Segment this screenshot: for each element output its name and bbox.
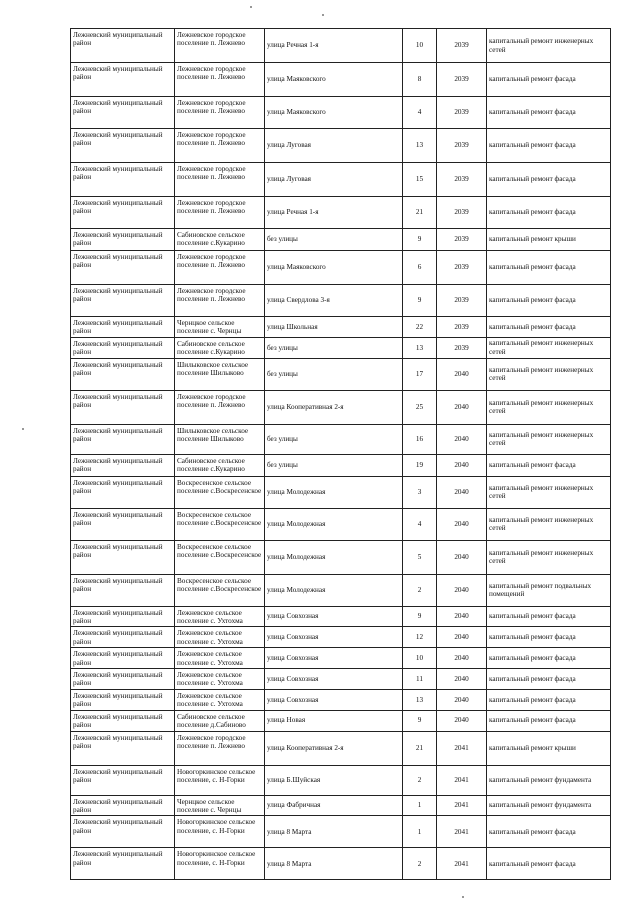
year-cell: 2040	[437, 627, 487, 648]
table-row	[71, 29, 611, 63]
table-row	[71, 129, 611, 163]
year-cell: 2039	[437, 163, 487, 197]
settlement-cell: Сабиновское сельское поселение с.Кукарино	[175, 229, 265, 251]
table-row	[71, 97, 611, 129]
table-row	[71, 627, 611, 648]
settlement-cell: Лежневское сельское поселение с. Ухтохма	[175, 689, 265, 710]
table-row	[71, 197, 611, 229]
settlement-cell: Лежневское городское поселение п. Лежнево	[175, 63, 265, 97]
district-cell: Лежневский муниципальный район	[71, 765, 175, 795]
settlement-cell: Чернцкое сельское поселение с. Чернцы	[175, 317, 265, 338]
table-row	[71, 63, 611, 97]
house-number-cell: 16	[403, 424, 437, 454]
table-row	[71, 816, 611, 848]
street-cell: улица Совхозная	[265, 689, 403, 710]
table-row	[71, 390, 611, 424]
settlement-cell: Новогоркинское сельское поселение, с. Н-Горки	[175, 848, 265, 880]
district-cell: Лежневский муниципальный район	[71, 63, 175, 97]
street-cell: улица Фабричная	[265, 795, 403, 816]
street-cell: улица Совхозная	[265, 606, 403, 627]
street-cell: улица Совхозная	[265, 669, 403, 690]
settlement-cell: Новогоркинское сельское поселение, с. Н-Горки	[175, 765, 265, 795]
district-cell: Лежневский муниципальный район	[71, 795, 175, 816]
work-type-cell: капитальный ремонт инженерных сетей	[487, 508, 611, 540]
work-type-cell: капитальный ремонт фасада	[487, 129, 611, 163]
house-number-cell: 1	[403, 795, 437, 816]
work-type-cell: капитальный ремонт подвальных помещений	[487, 574, 611, 606]
work-type-cell: капитальный ремонт крыши	[487, 731, 611, 765]
year-cell: 2040	[437, 574, 487, 606]
table-row	[71, 163, 611, 197]
house-number-cell: 6	[403, 251, 437, 285]
year-cell: 2039	[437, 97, 487, 129]
settlement-cell: Лежневское сельское поселение с. Ухтохма	[175, 606, 265, 627]
house-number-cell: 9	[403, 606, 437, 627]
house-number-cell: 13	[403, 129, 437, 163]
district-cell: Лежневский муниципальный район	[71, 454, 175, 476]
work-type-cell: капитальный ремонт инженерных сетей	[487, 390, 611, 424]
table-row	[71, 731, 611, 765]
district-cell: Лежневский муниципальный район	[71, 337, 175, 358]
district-cell: Лежневский муниципальный район	[71, 816, 175, 848]
year-cell: 2040	[437, 424, 487, 454]
district-cell: Лежневский муниципальный район	[71, 358, 175, 390]
settlement-cell: Сабиновское сельское поселение д.Сабиново	[175, 710, 265, 731]
table-row	[71, 795, 611, 816]
repair-schedule-table	[70, 28, 611, 880]
table-body	[71, 29, 611, 880]
work-type-cell: капитальный ремонт фасада	[487, 317, 611, 338]
district-cell: Лежневский муниципальный район	[71, 476, 175, 508]
district-cell: Лежневский муниципальный район	[71, 424, 175, 454]
year-cell: 2039	[437, 285, 487, 317]
street-cell: улица Молодежная	[265, 476, 403, 508]
work-type-cell: капитальный ремонт фасада	[487, 689, 611, 710]
street-cell: улица 8 Марта	[265, 848, 403, 880]
house-number-cell: 9	[403, 285, 437, 317]
settlement-cell: Лежневское городское поселение п. Лежнево	[175, 97, 265, 129]
table-row	[71, 710, 611, 731]
district-cell: Лежневский муниципальный район	[71, 508, 175, 540]
street-cell: без улицы	[265, 337, 403, 358]
house-number-cell: 2	[403, 574, 437, 606]
district-cell: Лежневский муниципальный район	[71, 285, 175, 317]
work-type-cell: капитальный ремонт фасада	[487, 627, 611, 648]
work-type-cell: капитальный ремонт фасада	[487, 710, 611, 731]
year-cell: 2040	[437, 669, 487, 690]
house-number-cell: 25	[403, 390, 437, 424]
house-number-cell: 2	[403, 848, 437, 880]
work-type-cell: капитальный ремонт фасада	[487, 454, 611, 476]
district-cell: Лежневский муниципальный район	[71, 710, 175, 731]
work-type-cell: капитальный ремонт фасада	[487, 606, 611, 627]
year-cell: 2040	[437, 606, 487, 627]
street-cell: улица Молодежная	[265, 574, 403, 606]
street-cell: улица Новая	[265, 710, 403, 731]
settlement-cell: Лежневское городское поселение п. Лежнево	[175, 129, 265, 163]
settlement-cell: Чернцкое сельское поселение с. Чернцы	[175, 795, 265, 816]
settlement-cell: Лежневское сельское поселение с. Ухтохма	[175, 627, 265, 648]
settlement-cell: Воскресенское сельское поселение с.Воскресенское	[175, 508, 265, 540]
year-cell: 2040	[437, 648, 487, 669]
house-number-cell: 13	[403, 337, 437, 358]
year-cell: 2039	[437, 63, 487, 97]
work-type-cell: капитальный ремонт инженерных сетей	[487, 476, 611, 508]
house-number-cell: 4	[403, 508, 437, 540]
work-type-cell: капитальный ремонт фасада	[487, 816, 611, 848]
year-cell: 2039	[437, 251, 487, 285]
house-number-cell: 12	[403, 627, 437, 648]
work-type-cell: капитальный ремонт фасада	[487, 163, 611, 197]
district-cell: Лежневский муниципальный район	[71, 229, 175, 251]
work-type-cell: капитальный ремонт фундамента	[487, 765, 611, 795]
house-number-cell: 8	[403, 63, 437, 97]
house-number-cell: 10	[403, 648, 437, 669]
scan-speck	[322, 14, 324, 16]
district-cell: Лежневский муниципальный район	[71, 390, 175, 424]
street-cell: улица Совхозная	[265, 648, 403, 669]
year-cell: 2041	[437, 848, 487, 880]
street-cell: без улицы	[265, 229, 403, 251]
year-cell: 2040	[437, 390, 487, 424]
district-cell: Лежневский муниципальный район	[71, 689, 175, 710]
district-cell: Лежневский муниципальный район	[71, 29, 175, 63]
street-cell: улица Свердлова 3-я	[265, 285, 403, 317]
year-cell: 2040	[437, 710, 487, 731]
district-cell: Лежневский муниципальный район	[71, 606, 175, 627]
street-cell: улица Совхозная	[265, 627, 403, 648]
street-cell: улица Молодежная	[265, 508, 403, 540]
year-cell: 2039	[437, 129, 487, 163]
district-cell: Лежневский муниципальный район	[71, 197, 175, 229]
year-cell: 2039	[437, 229, 487, 251]
settlement-cell: Лежневское сельское поселение с. Ухтохма	[175, 669, 265, 690]
street-cell: без улицы	[265, 358, 403, 390]
district-cell: Лежневский муниципальный район	[71, 97, 175, 129]
document-page	[70, 28, 610, 880]
settlement-cell: Воскресенское сельское поселение с.Воскресенское	[175, 574, 265, 606]
street-cell: без улицы	[265, 454, 403, 476]
district-cell: Лежневский муниципальный район	[71, 251, 175, 285]
house-number-cell: 10	[403, 29, 437, 63]
work-type-cell: капитальный ремонт фасада	[487, 63, 611, 97]
year-cell: 2041	[437, 765, 487, 795]
settlement-cell: Сабиновское сельское поселение с.Кукарино	[175, 454, 265, 476]
table-row	[71, 454, 611, 476]
house-number-cell: 22	[403, 317, 437, 338]
table-row	[71, 285, 611, 317]
house-number-cell: 21	[403, 197, 437, 229]
district-cell: Лежневский муниципальный район	[71, 731, 175, 765]
table-row	[71, 317, 611, 338]
table-row	[71, 424, 611, 454]
scan-speck	[462, 896, 464, 898]
work-type-cell: капитальный ремонт крыши	[487, 229, 611, 251]
house-number-cell: 17	[403, 358, 437, 390]
work-type-cell: капитальный ремонт фасада	[487, 648, 611, 669]
table-row	[71, 765, 611, 795]
street-cell: улица Луговая	[265, 163, 403, 197]
house-number-cell: 19	[403, 454, 437, 476]
work-type-cell: капитальный ремонт инженерных сетей	[487, 29, 611, 63]
work-type-cell: капитальный ремонт фасада	[487, 251, 611, 285]
table-row	[71, 476, 611, 508]
settlement-cell: Сабиновское сельское поселение с.Кукарино	[175, 337, 265, 358]
year-cell: 2039	[437, 197, 487, 229]
street-cell: без улицы	[265, 424, 403, 454]
house-number-cell: 4	[403, 97, 437, 129]
settlement-cell: Шилыковское сельское поселение Шилыково	[175, 358, 265, 390]
house-number-cell: 9	[403, 710, 437, 731]
year-cell: 2039	[437, 29, 487, 63]
table-row	[71, 606, 611, 627]
table-row	[71, 229, 611, 251]
settlement-cell: Новогоркинское сельское поселение, с. Н-Горки	[175, 816, 265, 848]
table-row	[71, 689, 611, 710]
table-row	[71, 574, 611, 606]
district-cell: Лежневский муниципальный район	[71, 648, 175, 669]
year-cell: 2039	[437, 337, 487, 358]
street-cell: улица Б.Шуйская	[265, 765, 403, 795]
work-type-cell: капитальный ремонт инженерных сетей	[487, 424, 611, 454]
table-row	[71, 669, 611, 690]
district-cell: Лежневский муниципальный район	[71, 669, 175, 690]
street-cell: улица Кооперативная 2-я	[265, 731, 403, 765]
house-number-cell: 3	[403, 476, 437, 508]
settlement-cell: Лежневское сельское поселение с. Ухтохма	[175, 648, 265, 669]
district-cell: Лежневский муниципальный район	[71, 848, 175, 880]
street-cell: улица Маяковского	[265, 97, 403, 129]
house-number-cell: 2	[403, 765, 437, 795]
district-cell: Лежневский муниципальный район	[71, 163, 175, 197]
street-cell: улица Кооперативная 2-я	[265, 390, 403, 424]
year-cell: 2040	[437, 358, 487, 390]
year-cell: 2040	[437, 540, 487, 574]
table-row	[71, 358, 611, 390]
table-row	[71, 251, 611, 285]
year-cell: 2039	[437, 317, 487, 338]
district-cell: Лежневский муниципальный район	[71, 540, 175, 574]
settlement-cell: Лежневское городское поселение п. Лежнево	[175, 29, 265, 63]
district-cell: Лежневский муниципальный район	[71, 317, 175, 338]
district-cell: Лежневский муниципальный район	[71, 627, 175, 648]
work-type-cell: капитальный ремонт фундамента	[487, 795, 611, 816]
settlement-cell: Лежневское городское поселение п. Лежнево	[175, 251, 265, 285]
house-number-cell: 13	[403, 689, 437, 710]
table-row	[71, 540, 611, 574]
work-type-cell: капитальный ремонт фасада	[487, 197, 611, 229]
street-cell: улица Маяковского	[265, 251, 403, 285]
year-cell: 2040	[437, 476, 487, 508]
work-type-cell: капитальный ремонт фасада	[487, 848, 611, 880]
street-cell: улица Речная 1-я	[265, 197, 403, 229]
work-type-cell: капитальный ремонт инженерных сетей	[487, 337, 611, 358]
year-cell: 2040	[437, 508, 487, 540]
year-cell: 2040	[437, 689, 487, 710]
settlement-cell: Лежневское городское поселение п. Лежнево	[175, 390, 265, 424]
street-cell: улица Школьная	[265, 317, 403, 338]
work-type-cell: капитальный ремонт инженерных сетей	[487, 540, 611, 574]
year-cell: 2041	[437, 816, 487, 848]
house-number-cell: 21	[403, 731, 437, 765]
house-number-cell: 9	[403, 229, 437, 251]
settlement-cell: Шилыковское сельское поселение Шилыково	[175, 424, 265, 454]
table-row	[71, 848, 611, 880]
street-cell: улица Маяковского	[265, 63, 403, 97]
house-number-cell: 1	[403, 816, 437, 848]
district-cell: Лежневский муниципальный район	[71, 574, 175, 606]
scan-speck	[22, 428, 24, 430]
settlement-cell: Лежневское городское поселение п. Лежнево	[175, 731, 265, 765]
settlement-cell: Воскресенское сельское поселение с.Воскресенское	[175, 476, 265, 508]
table-row	[71, 508, 611, 540]
scan-speck	[250, 6, 252, 8]
table-row	[71, 648, 611, 669]
district-cell: Лежневский муниципальный район	[71, 129, 175, 163]
work-type-cell: капитальный ремонт инженерных сетей	[487, 358, 611, 390]
work-type-cell: капитальный ремонт фасада	[487, 669, 611, 690]
settlement-cell: Лежневское городское поселение п. Лежнево	[175, 163, 265, 197]
year-cell: 2041	[437, 795, 487, 816]
house-number-cell: 11	[403, 669, 437, 690]
settlement-cell: Лежневское городское поселение п. Лежнево	[175, 197, 265, 229]
work-type-cell: капитальный ремонт фасада	[487, 97, 611, 129]
settlement-cell: Лежневское городское поселение п. Лежнево	[175, 285, 265, 317]
table-row	[71, 337, 611, 358]
house-number-cell: 5	[403, 540, 437, 574]
house-number-cell: 15	[403, 163, 437, 197]
street-cell: улица 8 Марта	[265, 816, 403, 848]
street-cell: улица Луговая	[265, 129, 403, 163]
year-cell: 2040	[437, 454, 487, 476]
street-cell: улица Речная 1-я	[265, 29, 403, 63]
work-type-cell: капитальный ремонт фасада	[487, 285, 611, 317]
street-cell: улица Молодежная	[265, 540, 403, 574]
settlement-cell: Воскресенское сельское поселение с.Воскресенское	[175, 540, 265, 574]
year-cell: 2041	[437, 731, 487, 765]
